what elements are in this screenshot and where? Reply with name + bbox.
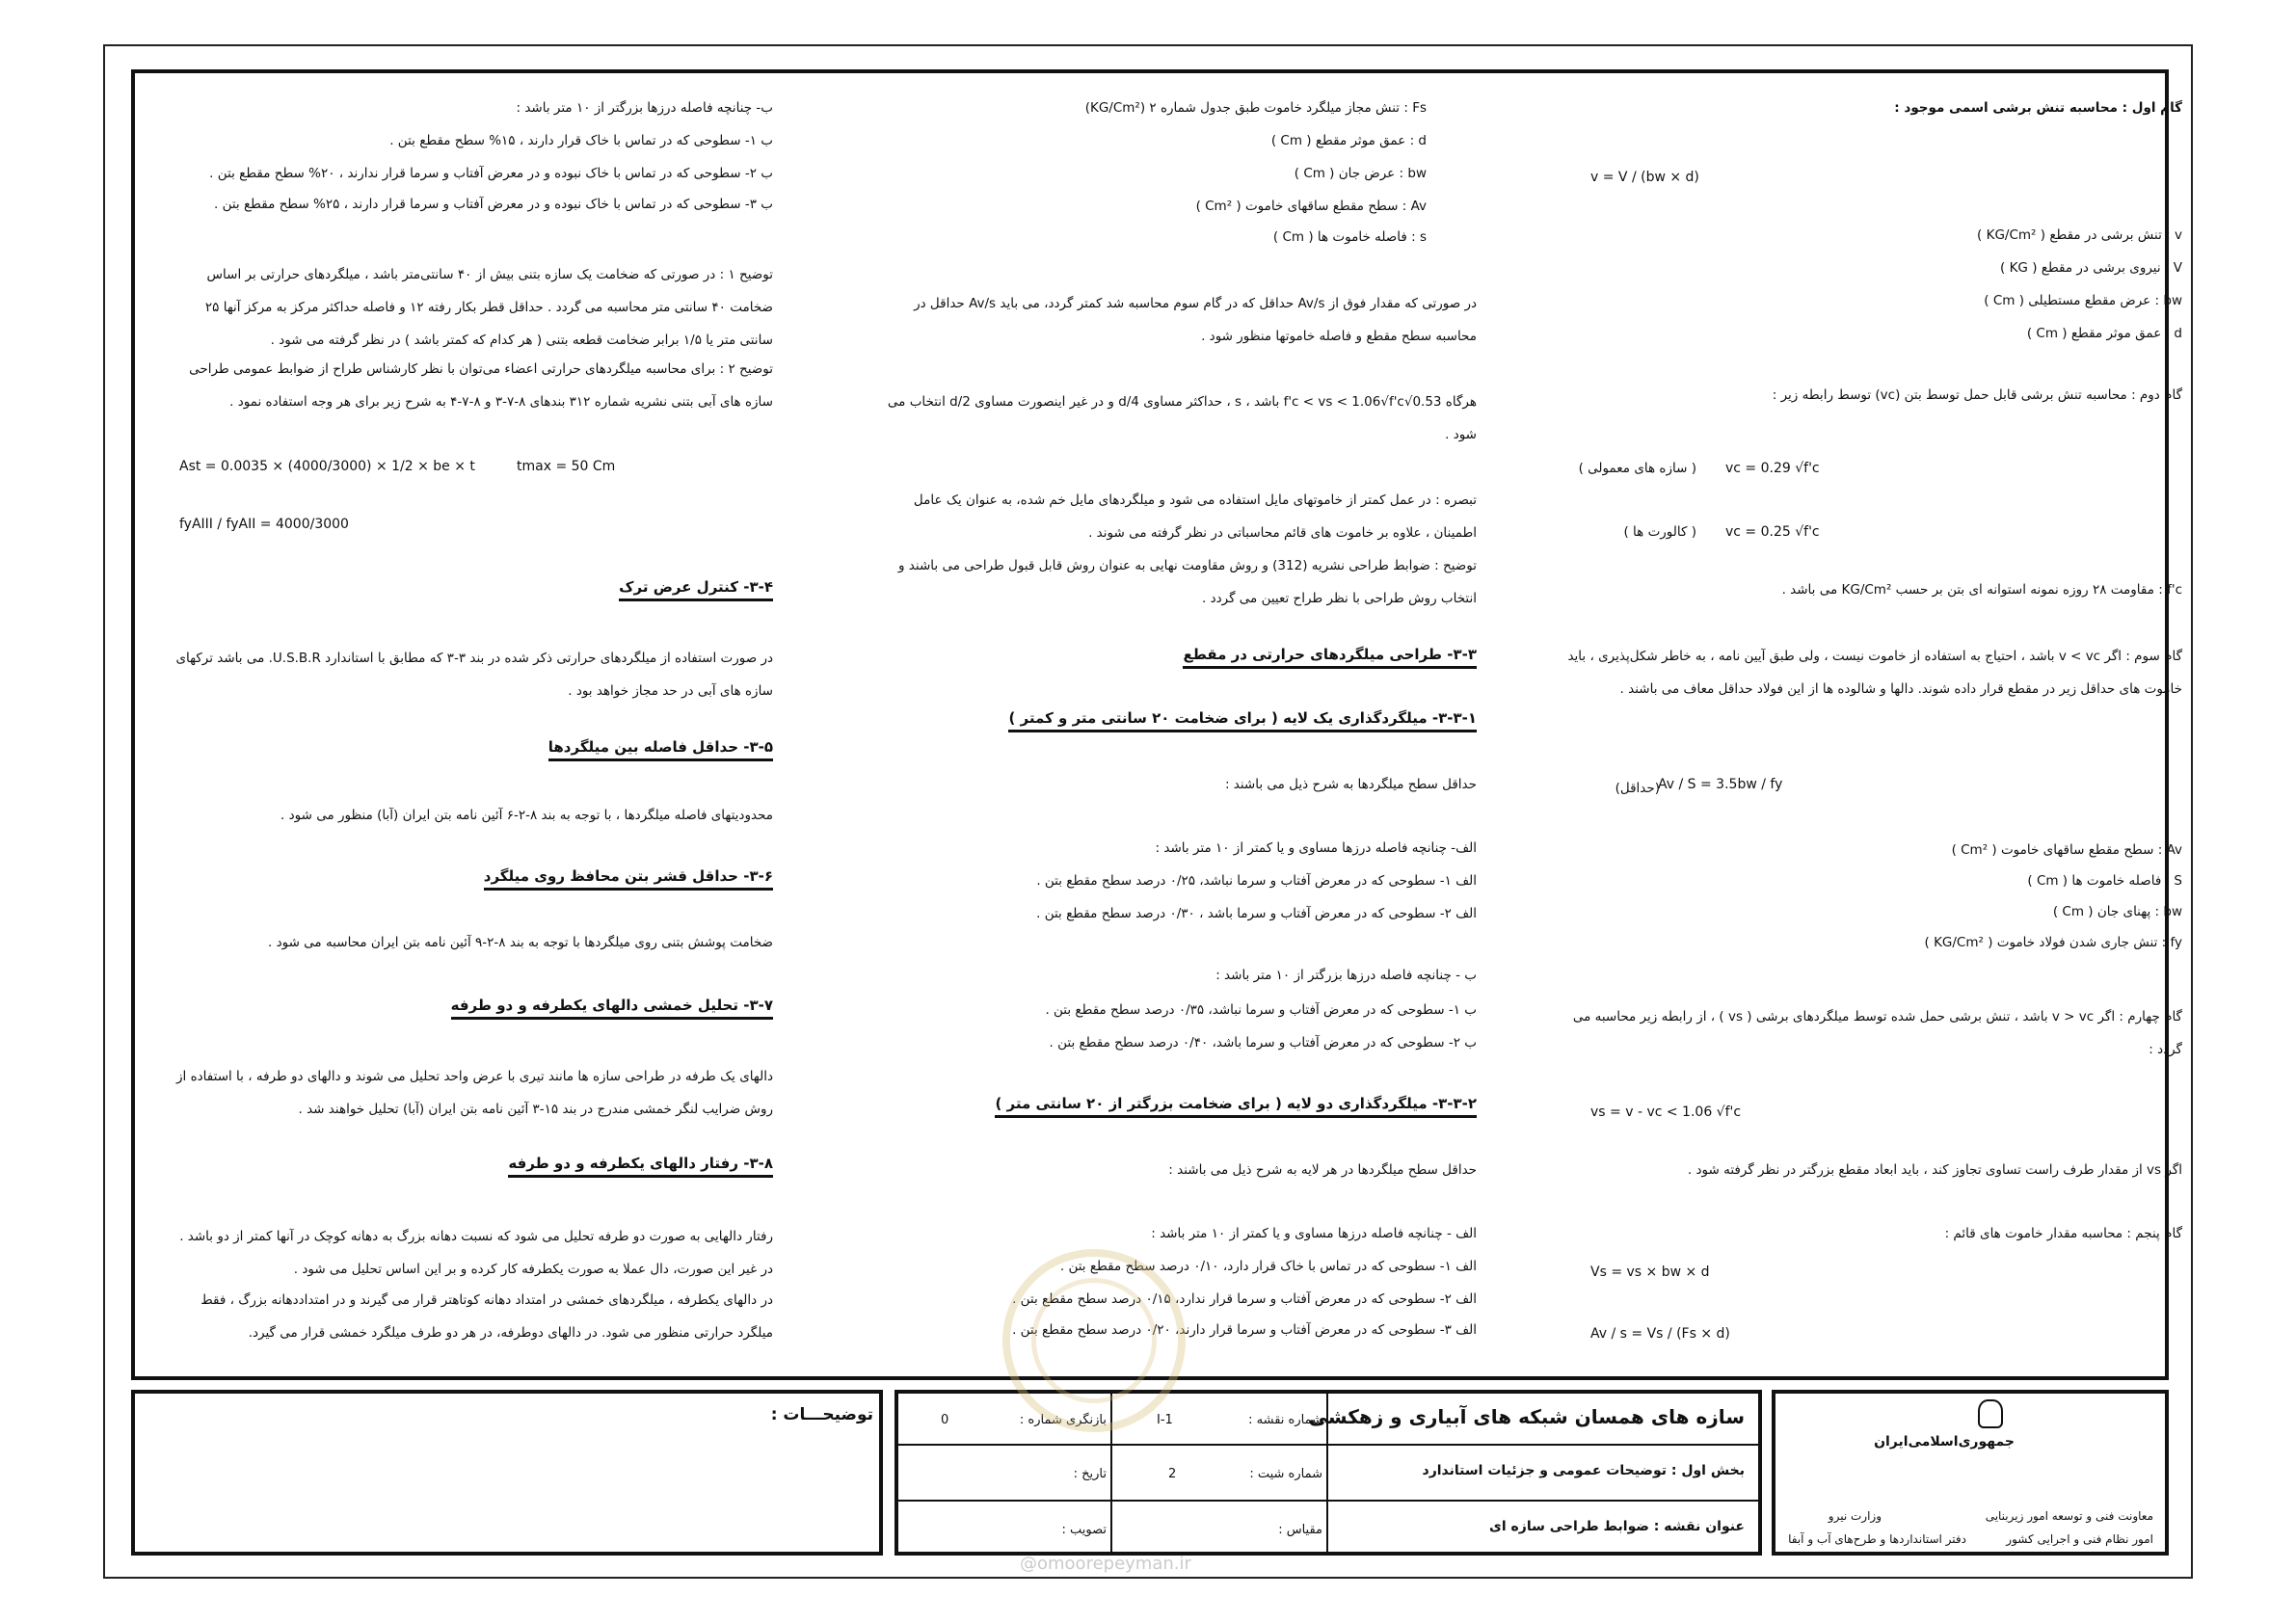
formula-ast: Ast = 0.0035 × (4000/3000) × 1/2 × be × t [179, 459, 475, 474]
org1b: امور نظام فنی و اجرایی کشور [2006, 1532, 2153, 1546]
note-2: توضیح ۲ : برای محاسبه میلگردهای حرارتی اعضاء می‌توان با نظر کارشناس طراح از ضوابط عمومی طراحی سازه های آبی بتنی نشریه شماره ۳۱۲ بندهای ۸-۷-۳ و ۸-۷-۴ به شرح زیر برای هر وجه استفاده نمود . [189, 361, 773, 410]
a2: الف ۲- سطوحی که در معرض آفتاب و سرما باشد ، ۰/۳۰ درصد سطح مقطع بتن . [1036, 906, 1477, 921]
p-3-5: محدودیتهای فاصله میلگردها ، با توجه به بند ۸-۲-۶ آئین نامه بتن ایران (آبا) منظور می شود . [280, 808, 773, 823]
b2: ب ۲- سطوحی که در معرض آفتاب و سرما باشد، ۰/۴۰ درصد سطح مقطع بتن . [1049, 1035, 1477, 1051]
step3-paragraph: گام سوم : اگر v < vc باشد ، احتیاج به استفاده از خاموت نیست ، ولی طبق آیین نامه ، به خاطر شکل‌پذیری ، باید خاموت های حداقل زیر در مقطع قرار داده شوند. دالها و شالوده ها از این فولاد حداقل معاف می باشند . [1567, 649, 2182, 697]
a23: الف ۳- سطوحی که در معرض آفتاب و سرما قرار دارند، ۰/۲۰ درصد سطح مقطع بتن . [1012, 1322, 1477, 1338]
formula-min: Av / S = 3.5bw / fy [1658, 777, 1783, 792]
def-Av: Av : سطح مقطع ساقهای خاموت ( Cm² ) [1951, 842, 2182, 858]
notes-label: توضیحـــات : [770, 1405, 873, 1424]
min-note: (حداقل) [1615, 781, 1660, 796]
heading-3-3: ۳-۳- طراحی میلگردهای حرارتی در مقطع [1183, 646, 1477, 669]
heading-3-4: ۳-۴- کنترل عرض ترک [619, 578, 773, 601]
step1-title: گام اول : محاسبه تنش برشی اسمی موجود : [1894, 100, 2182, 116]
p-note: تبصره : در عمل کمتر از خاموتهای مایل استفاده می شود و میلگردهای مایل خم شده، به عنوان یک عامل اطمینان ، علاوه بر خاموت های قائم محاسباتی در نظر گرفته می شوند . [913, 492, 1477, 541]
p-3-6: ضخامت پوشش بتنی روی میلگردها با توجه به بند ۸-۲-۹ آئین نامه بتن ایران محاسبه می شود . [268, 935, 773, 950]
map-no: I-1 [1157, 1413, 1173, 1427]
note-1: توضیح ۱ : در صورتی که ضخامت یک سازه بتنی بیش از ۴۰ سانتی‌متر باشد ، میلگردهای حرارتی بر اساس ضخامت ۴۰ سانتی متر محاسبه می گردد . حداقل قطر بکار رفته ۱۲ و فاصله حداکثر مرکز به مرکز آنها ۲۵ سانتی متر یا ۱/۵ برابر ضخامت قطعه بتنی ( هر کدام که کمتر باشد ) در نظر گرفته می شود . [204, 267, 773, 348]
formula-Vs: Vs = vs × bw × d [1590, 1264, 1710, 1280]
scale-label: مقیاس : [1278, 1523, 1322, 1537]
a22: الف ۲- سطوحی که در معرض آفتاب و سرما قرار ندارد، ۰/۱۵ درصد سطح مقطع بتن . [1012, 1291, 1477, 1307]
map-no-label: شماره نقشه : [1248, 1413, 1322, 1427]
def-bw2: bw : پهنای جان ( Cm ) [2052, 904, 2182, 919]
def-d: d : عمق موثر مقطع ( Cm ) [2026, 326, 2182, 341]
formula-AvS: Av / s = Vs / (Fs × d) [1590, 1326, 1730, 1342]
p-3-8b: در دالهای یکطرفه ، میلگردهای خمشی در امتداد دهانه کوتاهتر قرار می گیرند و در امتداددهانه بزرگ ، فقط میلگرد حرارتی منظور می شود. در دالهای دوطرفه، در هر دو طرف میلگرد خمشی قرار می گیرد. [200, 1292, 773, 1341]
heading-3-8: ۳-۸- رفتار دالهای یکطرفه و دو طرفه [508, 1155, 773, 1178]
min-area2: حداقل سطح میلگردها در هر لایه به شرح ذیل می باشند : [1168, 1162, 1477, 1178]
org2b: دفتر استانداردها و طرح‌های آب و آبفا [1788, 1532, 1966, 1546]
heading-3-5: ۳-۵- حداقل فاصله بین میلگردها [548, 738, 773, 761]
formula-vc2: vc = 0.25 √f'c [1725, 524, 1820, 540]
def-s2: s : فاصله خاموت ها ( Cm ) [1272, 229, 1427, 245]
p-spacing: هرگاه 0.53√f'c < vs < 1.06√f'c باشد ، s ، حداکثر مساوی d/4 و در غیر اینصورت مساوی d/2 انتخاب می شود . [887, 394, 1477, 442]
formula-v: v = V / (bw × d) [1590, 170, 1699, 185]
formula-fy: fyAIII / fyAII = 4000/3000 [179, 517, 349, 532]
step2-title: گام دوم : محاسبه تنش برشی قابل حمل توسط بتن (vc) توسط رابطه زیر : [1772, 387, 2182, 403]
def-bw3: bw : عرض جان ( Cm ) [1294, 166, 1427, 181]
a-title: الف- چنانچه فاصله درزها مساوی و یا کمتر از ۱۰ متر باشد : [1155, 840, 1477, 856]
def-V: V : نیروی برشی در مقطع ( KG ) [2000, 260, 2182, 276]
sheet-label: شماره شیت : [1249, 1467, 1322, 1481]
divider [894, 1500, 1762, 1502]
def-Fs: Fs : تنش مجاز میلگرد خاموت طبق جدول شماره ۲ (KG/Cm²) [1084, 100, 1427, 116]
publisher-seal-inner [1031, 1278, 1157, 1403]
heading-3-3-2: ۳-۳-۲- میلگردگذاری دو لایه ( برای ضخامت بزرگتر از ۲۰ سانتی متر ) [995, 1095, 1477, 1118]
approve-label: تصویب : [1061, 1523, 1107, 1537]
a1: الف ۱- سطوحی که در معرض آفتاب و سرما نباشد، ۰/۲۵ درصد سطح مقطع بتن . [1036, 873, 1477, 889]
part-title: بخش اول : توضیحات عمومی و جزئیات استاندارد [1422, 1463, 1745, 1478]
def-v: v : تنش برشی در مقطع ( KG/Cm² ) [1977, 227, 2182, 243]
p-3-7: دالهای یک طرفه در طراحی سازه ها مانند تیری با عرض واحد تحلیل می شوند و دالهای دو طرفه ، با استفاده از روش ضرایب لنگر خمشی مندرج در بند ۱۵-۳ آئین نامه بتن ایران (آبا) تحلیل خواهند شد . [176, 1069, 773, 1117]
b-title: ب - چنانچه فاصله درزها بزرگتر از ۱۰ متر باشد : [1215, 968, 1477, 983]
heading-3-6: ۳-۶- حداقل قشر بتن محافظ روی میلگرد [484, 867, 773, 891]
sheet: 2 [1168, 1467, 1177, 1481]
org1a: معاونت فنی و توسعه امور زیربنایی [1985, 1509, 2153, 1523]
min-area: حداقل سطح میلگردها به شرح ذیل می باشند : [1224, 777, 1477, 792]
main-title: سازه های همسان شبکه های آبیاری و زهکشی [1308, 1405, 1745, 1428]
rev: 0 [941, 1413, 949, 1427]
b1: ب ۱- سطوحی که در معرض آفتاب و سرما نباشد، ۰/۳۵ درصد سطح مقطع بتن . [1045, 1002, 1477, 1018]
def-bw: bw : عرض مقطع مستطیلی ( Cm ) [1984, 293, 2182, 308]
country-name: جمهوری‌اسلامی‌ایران [1874, 1434, 2015, 1450]
org-box [1772, 1390, 2169, 1556]
step5-title: گام پنجم : محاسبه مقدار خاموت های قائم : [1944, 1226, 2182, 1241]
emblem-icon [1978, 1399, 2003, 1428]
def-Av2: Av : سطح مقطع ساقهای خاموت ( Cm² ) [1195, 199, 1427, 214]
p-3-8a: رفتار دالهایی به صورت دو طرفه تحلیل می شود که نسبت دهانه بزرگ به دهانه کوچک در آنها کمتر از دو باشد . در غیر این صورت، دال عملا به صورت یکطرفه کار کرده و بر این اساس تحلیل می شود . [179, 1229, 773, 1277]
formula-vc1: vc = 0.29 √f'c [1725, 461, 1820, 476]
b3-3: ب ۳- سطوحی که در تماس با خاک نبوده و در معرض آفتاب و سرما قرار دارند ، ۲۵% سطح مقطع بتن . [214, 197, 773, 212]
b2-3: ب ۲- سطوحی که در تماس با خاک نبوده و در معرض آفتاب و سرما قرار ندارند ، ۲۰% سطح مقطع بتن . [209, 166, 773, 181]
p-3-4: در صورت استفاده از میلگردهای حرارتی ذکر شده در بند ۳-۳ که مطابق با استاندارد U.S.B.R. می باشد ترکهای سازه های آبی در حد مجاز خواهد بود . [175, 651, 773, 699]
org2a: وزارت نیرو [1828, 1509, 1882, 1523]
def-fc: f'c : مقاومت ۲۸ روزه نمونه استوانه ای بتن بر حسب KG/Cm² می باشد . [1781, 582, 2182, 598]
vc1-note: ( سازه های معمولی ) [1578, 461, 1696, 476]
rev-label: بازنگری شماره : [1019, 1413, 1107, 1427]
watermark: @omoorepeyman.ir [1020, 1554, 1191, 1574]
def-fy: fy : تنش جاری شدن فولاد خاموت ( KG/Cm² ) [1924, 935, 2182, 950]
formula-tmax: tmax = 50 Cm [517, 459, 616, 474]
heading-3-7: ۳-۷- تحلیل خمشی دالهای یکطرفه و دو طرفه [451, 997, 773, 1020]
a21: الف ۱- سطوحی که در تماس با خاک قرار دارد، ۰/۱۰ درصد سطح مقطع بتن . [1059, 1259, 1477, 1274]
p-explain: توضیح : ضوابط طراحی نشریه (312) و روش مقاومت نهایی به عنوان روش قابل قبول طراحی می باشند و انتخاب روش طراحی با نظر طراح تعیین می گردد . [898, 558, 1477, 606]
heading-3-3-1: ۳-۳-۱- میلگردگذاری یک لایه ( برای ضخامت ۲۰ سانتی متر و کمتر ) [1008, 709, 1477, 732]
def-S: S : فاصله خاموت ها ( Cm ) [2027, 873, 2182, 889]
formula-vs: vs = v - vc < 1.06 √f'c [1590, 1104, 1742, 1120]
b-title-3: ب- چنانچه فاصله درزها بزرگتر از ۱۰ متر باشد : [516, 100, 773, 116]
vc2-note: ( کالورت ها ) [1623, 524, 1696, 540]
def-d2: d : عمق موثر مقطع ( Cm ) [1270, 133, 1427, 148]
b1-3: ب ۱- سطوحی که در تماس با خاک قرار دارند ، ۱۵% سطح مقطع بتن . [389, 133, 773, 148]
date-label: تاریخ : [1073, 1467, 1107, 1481]
map-title: عنوان نقشه : ضوابط طراحی سازه ای [1489, 1519, 1745, 1534]
step4-paragraph: گام چهارم : اگر v > vc باشد ، تنش برشی حمل شده توسط میلگردهای برشی ( vs ) ، از رابطه زیر محاسبه می گردد : [1572, 1009, 2182, 1057]
p-av-min: در صورتی که مقدار فوق از Av/s حداقل که در گام سوم محاسبه شد کمتر گردد، می باید Av/s حداقل در محاسبه سطح مقطع و فاصله خاموتها منظور شود . [914, 296, 1477, 344]
divider [894, 1444, 1762, 1446]
a-title2: الف - چنانچه فاصله درزها مساوی و یا کمتر از ۱۰ متر باشد : [1151, 1226, 1477, 1241]
vs-note: اگر vs از مقدار طرف راست تساوی تجاوز کند ، باید ابعاد مقطع بزرگتر در نظر گرفته شود . [1687, 1162, 2182, 1178]
